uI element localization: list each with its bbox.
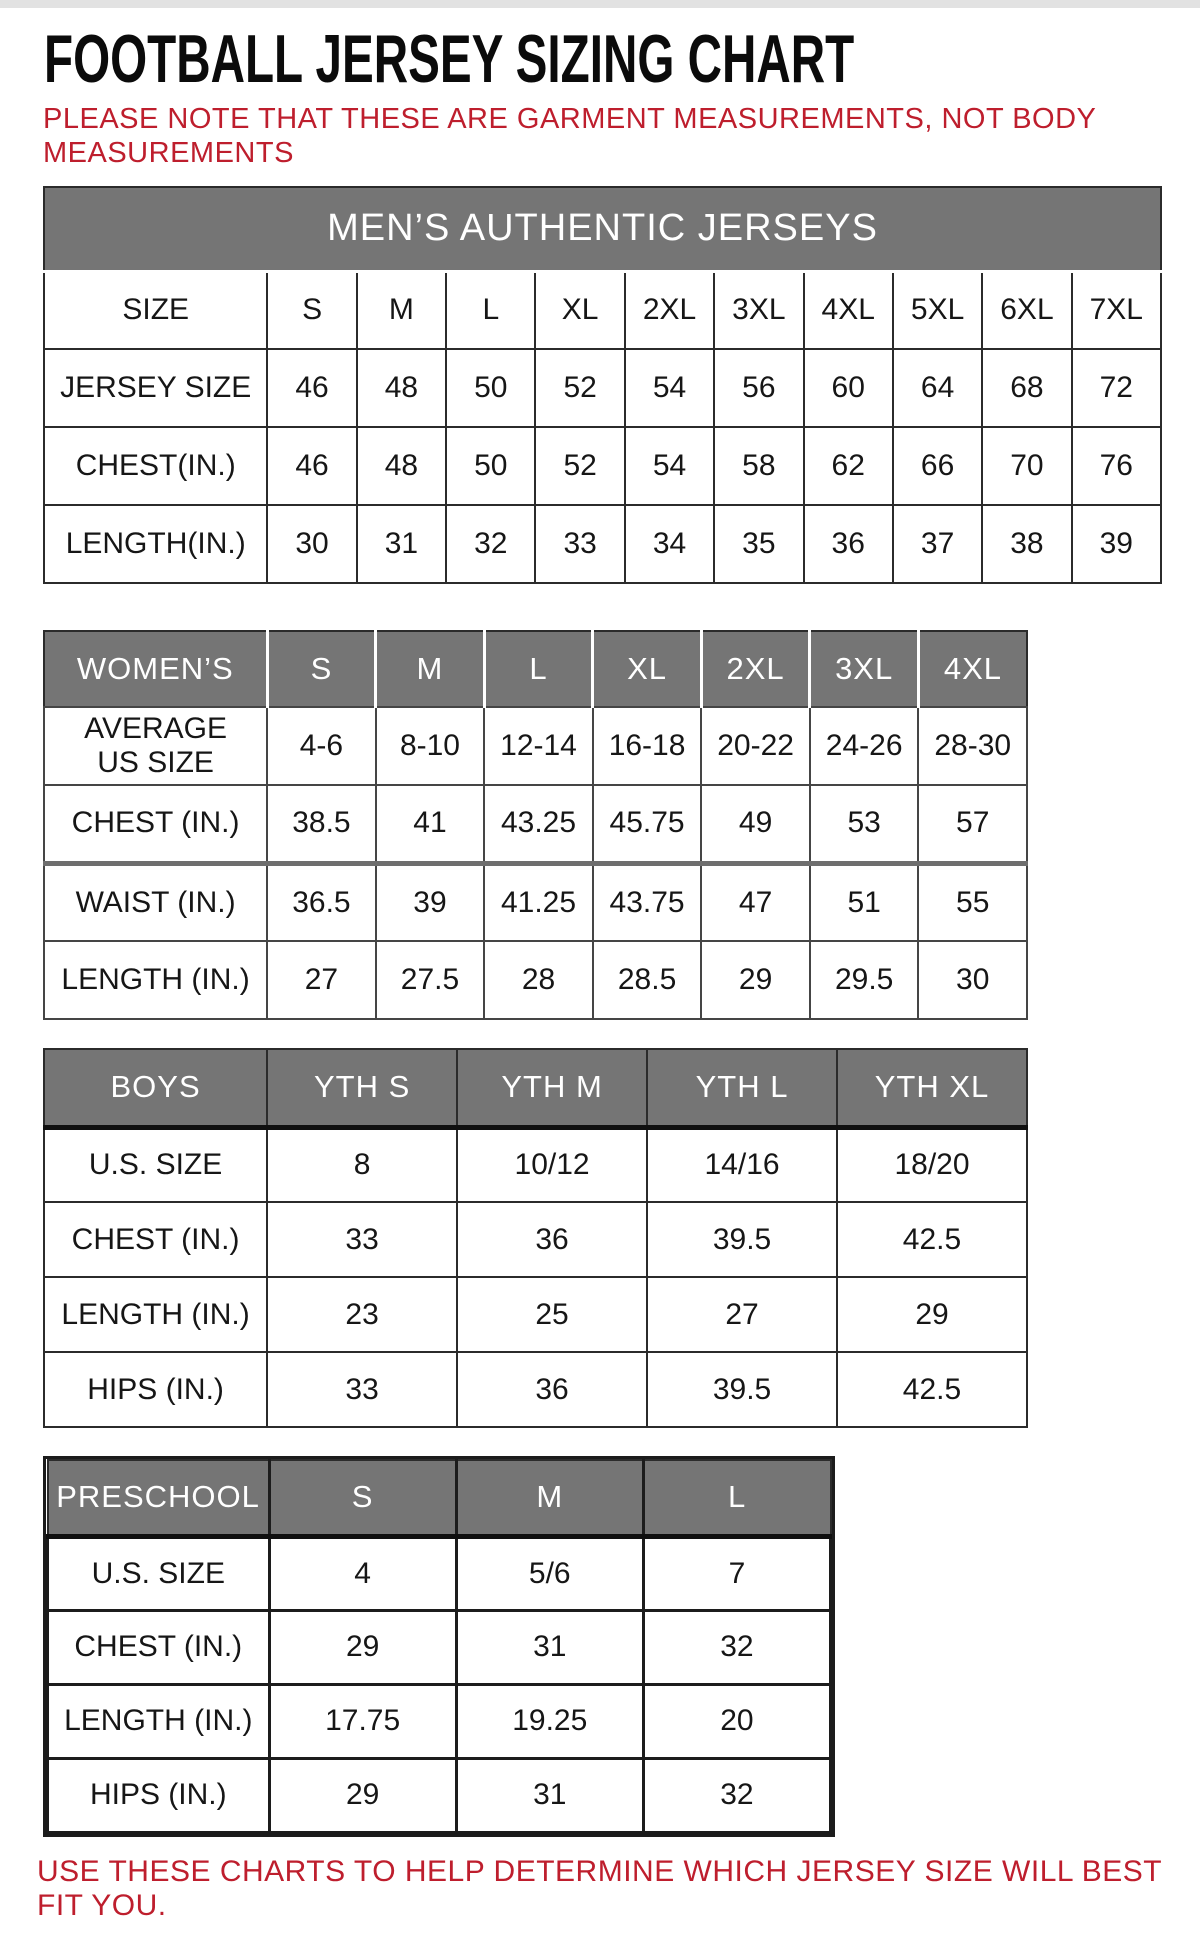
boys-jerseys-grid: [43, 1048, 1028, 1428]
womens-jerseys-table: [43, 630, 1028, 1020]
value-cell: 36: [457, 1202, 647, 1277]
size-header-cell: L: [484, 631, 593, 707]
table-row: [48, 1536, 831, 1610]
note-line-1: PLEASE NOTE THAT THESE ARE GARMENT MEASUREMENTS, NOT BODY: [43, 103, 1097, 135]
value-cell: 51: [810, 863, 919, 941]
value-cell: 52: [535, 349, 624, 427]
header-row: [48, 1460, 831, 1536]
value-cell: 43.25: [484, 785, 593, 863]
value-cell: 36.5: [267, 863, 376, 941]
garment-measurements-note: [43, 102, 1200, 170]
row-label-cell: CHEST(IN.): [44, 427, 267, 505]
value-cell: 8-10: [376, 707, 485, 785]
value-cell: 72: [1072, 349, 1161, 427]
table-row: [44, 1127, 1027, 1202]
table-row: [44, 1352, 1027, 1427]
size-header-cell: S: [267, 631, 376, 707]
value-cell: 28: [484, 941, 593, 1019]
table-row: [44, 707, 1027, 785]
value-cell: 28.5: [593, 941, 702, 1019]
size-header-cell: 2XL: [701, 631, 810, 707]
table-row: [44, 349, 1161, 427]
table-title-cell: PRESCHOOL: [48, 1460, 270, 1536]
value-cell: 24-26: [810, 707, 919, 785]
row-label-cell: CHEST (IN.): [44, 1202, 267, 1277]
value-cell: 42.5: [837, 1352, 1027, 1427]
value-cell: 4: [269, 1536, 456, 1610]
row-label-cell: LENGTH (IN.): [44, 1277, 267, 1352]
row-label-cell: CHEST (IN.): [48, 1610, 270, 1684]
value-cell: 7XL: [1072, 271, 1161, 349]
value-cell: 70: [982, 427, 1071, 505]
value-cell: 35: [714, 505, 803, 583]
value-cell: 43.75: [593, 863, 702, 941]
value-cell: 7: [643, 1536, 830, 1610]
value-cell: 29: [701, 941, 810, 1019]
header-row: [44, 1049, 1027, 1127]
womens-jerseys-grid: [43, 630, 1028, 1020]
value-cell: 18/20: [837, 1127, 1027, 1202]
value-cell: 27: [267, 941, 376, 1019]
value-cell: 66: [893, 427, 982, 505]
value-cell: 53: [810, 785, 919, 863]
value-cell: 4-6: [267, 707, 376, 785]
value-cell: 39: [376, 863, 485, 941]
value-cell: 36: [804, 505, 893, 583]
value-cell: 31: [456, 1610, 643, 1684]
value-cell: 47: [701, 863, 810, 941]
table-row: [48, 1610, 831, 1684]
boys-jerseys-table: [43, 1048, 1028, 1428]
value-cell: 28-30: [918, 707, 1027, 785]
size-header-cell: 4XL: [918, 631, 1027, 707]
value-cell: 3XL: [714, 271, 803, 349]
header-row: [44, 187, 1161, 271]
value-cell: 33: [267, 1202, 457, 1277]
table-row: [48, 1758, 831, 1832]
table-title-cell: WOMEN’S: [44, 631, 267, 707]
row-label-cell: HIPS (IN.): [44, 1352, 267, 1427]
value-cell: 32: [643, 1758, 830, 1832]
value-cell: 64: [893, 349, 982, 427]
table-title-cell: BOYS: [44, 1049, 267, 1127]
preschool-jerseys-grid: [46, 1459, 832, 1834]
value-cell: 48: [357, 349, 446, 427]
table-row: [44, 271, 1161, 349]
value-cell: 38: [982, 505, 1071, 583]
size-header-cell: YTH M: [457, 1049, 647, 1127]
value-cell: 16-18: [593, 707, 702, 785]
value-cell: 29: [269, 1758, 456, 1832]
size-header-cell: YTH S: [267, 1049, 457, 1127]
value-cell: 41: [376, 785, 485, 863]
value-cell: 29: [837, 1277, 1027, 1352]
value-cell: 52: [535, 427, 624, 505]
size-header-cell: YTH XL: [837, 1049, 1027, 1127]
size-header-cell: M: [456, 1460, 643, 1536]
size-header-cell: L: [643, 1460, 830, 1536]
row-label-cell: U.S. SIZE: [44, 1127, 267, 1202]
value-cell: 62: [804, 427, 893, 505]
value-cell: 33: [535, 505, 624, 583]
value-cell: 12-14: [484, 707, 593, 785]
value-cell: 33: [267, 1352, 457, 1427]
size-header-cell: S: [269, 1460, 456, 1536]
footer-note: USE THESE CHARTS TO HELP DETERMINE WHICH JERSEY SIZE WILL BEST FIT YOU.: [37, 1854, 1162, 1922]
value-cell: 32: [643, 1610, 830, 1684]
value-cell: 20-22: [701, 707, 810, 785]
row-label-cell: AVERAGE US SIZE: [44, 707, 267, 785]
value-cell: 41.25: [484, 863, 593, 941]
value-cell: L: [446, 271, 535, 349]
row-label-cell: HIPS (IN.): [48, 1758, 270, 1832]
size-header-cell: YTH L: [647, 1049, 837, 1127]
value-cell: 39.5: [647, 1202, 837, 1277]
value-cell: 54: [625, 427, 714, 505]
row-label-cell: CHEST (IN.): [44, 785, 267, 863]
value-cell: 10/12: [457, 1127, 647, 1202]
size-header-cell: 3XL: [810, 631, 919, 707]
row-label-cell: LENGTH (IN.): [48, 1684, 270, 1758]
table-row: [44, 505, 1161, 583]
page-title: FOOTBALL JERSEY SIZING CHART: [44, 21, 855, 97]
value-cell: 29.5: [810, 941, 919, 1019]
value-cell: 34: [625, 505, 714, 583]
value-cell: 32: [446, 505, 535, 583]
value-cell: 29: [269, 1610, 456, 1684]
value-cell: 6XL: [982, 271, 1071, 349]
value-cell: 45.75: [593, 785, 702, 863]
value-cell: 5/6: [456, 1536, 643, 1610]
value-cell: 27: [647, 1277, 837, 1352]
value-cell: 50: [446, 349, 535, 427]
value-cell: 38.5: [267, 785, 376, 863]
row-label-cell: WAIST (IN.): [44, 863, 267, 941]
value-cell: 50: [446, 427, 535, 505]
value-cell: 37: [893, 505, 982, 583]
value-cell: 46: [267, 349, 356, 427]
value-cell: 30: [267, 505, 356, 583]
value-cell: 57: [918, 785, 1027, 863]
table-row: [44, 427, 1161, 505]
value-cell: S: [267, 271, 356, 349]
size-header-cell: XL: [593, 631, 702, 707]
preschool-jerseys-table: [43, 1456, 835, 1837]
top-strip: [0, 0, 1200, 8]
value-cell: 49: [701, 785, 810, 863]
size-header-cell: M: [376, 631, 485, 707]
value-cell: 31: [456, 1758, 643, 1832]
value-cell: 25: [457, 1277, 647, 1352]
row-label-cell: JERSEY SIZE: [44, 349, 267, 427]
value-cell: 27.5: [376, 941, 485, 1019]
value-cell: 2XL: [625, 271, 714, 349]
table-row: [44, 1277, 1027, 1352]
value-cell: 20: [643, 1684, 830, 1758]
note-line-2: MEASUREMENTS: [43, 137, 294, 169]
value-cell: 5XL: [893, 271, 982, 349]
value-cell: 60: [804, 349, 893, 427]
value-cell: 42.5: [837, 1202, 1027, 1277]
table-row: [44, 785, 1027, 863]
table-row: [44, 1202, 1027, 1277]
value-cell: 14/16: [647, 1127, 837, 1202]
value-cell: M: [357, 271, 446, 349]
value-cell: 55: [918, 863, 1027, 941]
table-row: [44, 863, 1027, 941]
value-cell: 46: [267, 427, 356, 505]
value-cell: 56: [714, 349, 803, 427]
mens-authentic-jerseys-table: [43, 186, 1162, 584]
table-title-header: MEN’S AUTHENTIC JERSEYS: [44, 187, 1161, 271]
row-label-cell: SIZE: [44, 271, 267, 349]
value-cell: 19.25: [456, 1684, 643, 1758]
value-cell: 30: [918, 941, 1027, 1019]
value-cell: 58: [714, 427, 803, 505]
value-cell: 23: [267, 1277, 457, 1352]
value-cell: 39: [1072, 505, 1161, 583]
mens-authentic-jerseys-grid: [43, 186, 1162, 584]
table-row: [48, 1684, 831, 1758]
value-cell: 8: [267, 1127, 457, 1202]
row-label-cell: U.S. SIZE: [48, 1536, 270, 1610]
table-row: [44, 941, 1027, 1019]
value-cell: 54: [625, 349, 714, 427]
value-cell: 4XL: [804, 271, 893, 349]
value-cell: 48: [357, 427, 446, 505]
value-cell: 31: [357, 505, 446, 583]
value-cell: 36: [457, 1352, 647, 1427]
header-row: [44, 631, 1027, 707]
row-label-cell: LENGTH (IN.): [44, 941, 267, 1019]
value-cell: XL: [535, 271, 624, 349]
value-cell: 68: [982, 349, 1071, 427]
row-label-cell: LENGTH(IN.): [44, 505, 267, 583]
value-cell: 76: [1072, 427, 1161, 505]
value-cell: 17.75: [269, 1684, 456, 1758]
value-cell: 39.5: [647, 1352, 837, 1427]
